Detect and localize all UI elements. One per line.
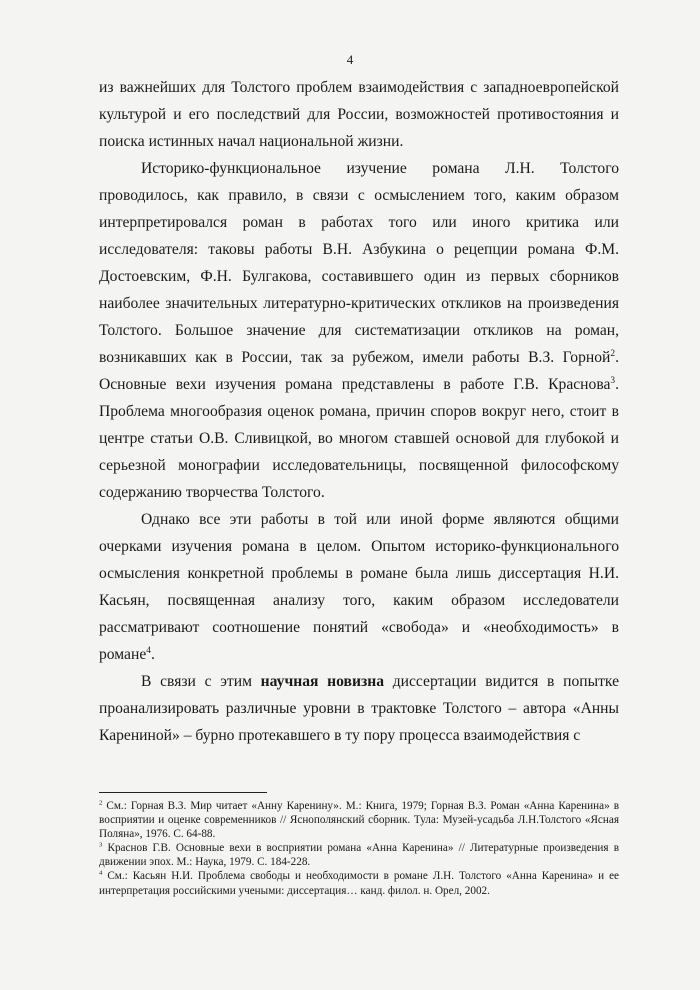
footnote-separator [99, 792, 267, 793]
paragraph-4-text-b: диссертации видится в попытке проанализировать различные уровни в трактовке Толстого – автора «Анны Карениной» – бурно протекавшего в ту пору процесса взаимодействия с [99, 673, 619, 744]
footnote-mark-4: 4 [99, 869, 103, 877]
footnotes [99, 799, 619, 898]
paragraph-3 [99, 506, 619, 668]
paragraph-2-text-c: . Проблема многообразия оценок романа, причин споров вокруг него, стоит в центре статьи О.В. Сливицкой, во многом ставшей основой для глубокой и серьезной монографии исследовательницы, посвященной философскому содержанию творчества Толстого. [99, 376, 619, 501]
footnote-4-text: См.: Касьян Н.И. Проблема свободы и необходимости в романе Л.Н. Толстого «Анна Каренина» и ее интерпретация российскими учеными: диссертация… канд. филол. н. Орел, 2002. [99, 870, 619, 897]
footnote-mark-3: 3 [99, 841, 103, 849]
footnote-ref-4: 4 [146, 645, 151, 656]
paragraph-3-text-b: . [150, 646, 155, 663]
paragraph-1-text: из важнейших для Толстого проблем взаимодействия с западноевропейской культурой и его последствий для России, возможностей противостояния и поиска истинных начал национальной жизни. [99, 79, 619, 150]
footnote-3-text: Краснов Г.В. Основные вехи в восприятии романа «Анна Каренина» // Литературные произведения в движении эпох. М.: Наука, 1979. С. 184-228. [99, 842, 619, 869]
paragraph-1 [99, 74, 619, 155]
paragraph-4 [99, 668, 619, 749]
paragraph-2 [99, 155, 619, 506]
body-text [99, 74, 619, 749]
footnote-ref-2: 2 [610, 348, 616, 359]
paragraph-2-text-b: . Основные вехи изучения романа представлены в работе Г.В. Краснова [99, 349, 619, 393]
footnote-3 [99, 841, 619, 869]
paragraph-2-text-a: Историко-функциональное изучение романа Л.Н. Толстого проводилось, как правило, в связи с осмыслением того, каким образом интерпретировался роман в работах того или иного критика или исследователя: таковы работы В.Н. Азбукина о рецепции романа Ф.М. Достоевским, Ф.Н. Булгакова, составившего один из первых сборников наиболее значительных литературно-критических откликов на произведения Толстого. Большое значение для систематизации откликов на роман, возникавших как в России, так за рубежом, имели работы В.З. Горной [99, 160, 619, 366]
footnote-2-text: См.: Горная В.З. Мир читает «Анну Каренину». М.: Книга, 1979; Горная В.З. Роман «Анна Каренина» в восприятии и оценке современников // Яснополянский сборник. Тула: Музей-усадьба Л.Н.Толстого «Ясная Поляна», 1976. С. 64-88. [99, 800, 619, 841]
scientific-novelty-term: научная новизна [260, 673, 385, 690]
footnote-4 [99, 869, 619, 897]
footnote-mark-2: 2 [99, 799, 103, 807]
footnote-ref-3: 3 [610, 375, 616, 386]
page-number: 4 [346, 52, 354, 67]
paragraph-3-text-a: Однако все эти работы в той или иной форме являются общими очерками изучения романа в целом. Опытом историко-функционального осмысления конкретной проблемы в романе была лишь диссертация Н.И. Касьян, посвященная анализу того, каким образом исследователи рассматривают соотношение понятий «свобода» и «необходимость» в романе [99, 511, 619, 663]
paragraph-4-text-a: В связи с этим [141, 673, 261, 690]
footnote-2 [99, 799, 619, 841]
